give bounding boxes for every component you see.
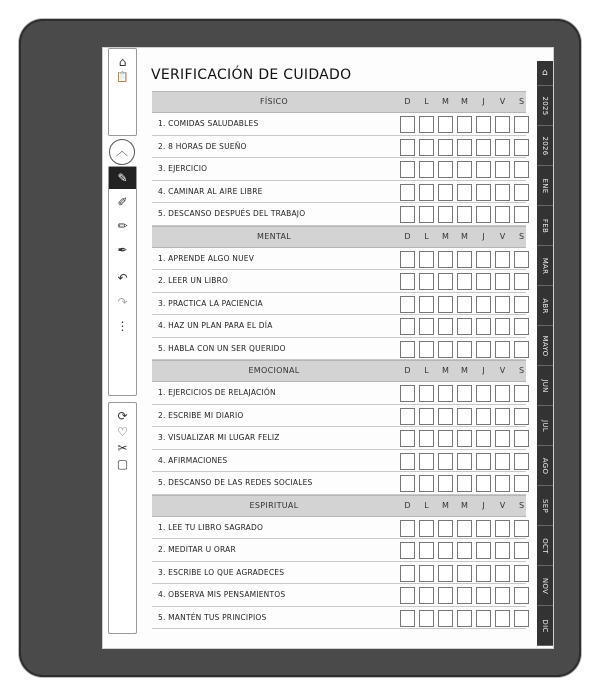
toolbar: [108, 48, 137, 632]
marker-icon[interactable]: ✐: [117, 195, 128, 209]
checkbox[interactable]: [495, 408, 510, 425]
home-icon[interactable]: ⌂: [118, 55, 127, 69]
section-header: [152, 91, 526, 113]
checkbox[interactable]: [419, 475, 434, 492]
checkbox[interactable]: [419, 296, 434, 313]
heart-icon[interactable]: ♡: [117, 425, 128, 439]
checkbox[interactable]: [476, 206, 491, 223]
item-label: 3. EJERCICIO: [158, 164, 208, 173]
tab-2026[interactable]: [537, 126, 553, 166]
item-label: 4. OBSERVA MIS PENSAMIENTOS: [158, 590, 286, 599]
item-label: 3. PRACTICA LA PACIENCIA: [158, 298, 263, 308]
checkbox[interactable]: [514, 587, 529, 604]
day-header: M: [461, 366, 468, 375]
checkbox[interactable]: [495, 565, 510, 582]
checkbox[interactable]: [495, 610, 510, 627]
checkbox[interactable]: [514, 385, 529, 402]
checkbox[interactable]: [457, 161, 472, 178]
checkbox[interactable]: [400, 251, 415, 268]
item-label: 1. LEE TU LIBRO SAGRADO: [158, 522, 264, 532]
day-header: V: [499, 97, 506, 106]
day-header: J: [482, 366, 485, 375]
checkbox[interactable]: [400, 408, 415, 425]
table-row: [152, 158, 526, 181]
checkbox[interactable]: [457, 251, 472, 268]
checkbox[interactable]: [457, 408, 472, 425]
checkbox[interactable]: [476, 161, 491, 178]
checkbox[interactable]: [457, 296, 472, 313]
checkbox[interactable]: [400, 161, 415, 178]
checkbox[interactable]: [457, 453, 472, 470]
table-row: [152, 584, 526, 607]
checkbox[interactable]: [438, 296, 453, 313]
checkbox[interactable]: [495, 116, 510, 133]
item-label: 4. AFIRMACIONES: [158, 455, 228, 465]
checkbox[interactable]: [419, 341, 434, 358]
table-row: [152, 136, 526, 159]
section-header: [152, 495, 526, 517]
table-row: [152, 113, 526, 136]
checkbox[interactable]: [514, 408, 529, 425]
day-header: M: [461, 231, 468, 241]
checkbox[interactable]: [419, 610, 434, 627]
checkbox[interactable]: [495, 139, 510, 156]
checkbox[interactable]: [400, 565, 415, 582]
tab-jun[interactable]: [537, 366, 553, 406]
tab-label: JUN: [541, 378, 549, 393]
checkbox[interactable]: [495, 430, 510, 447]
checkbox[interactable]: [476, 318, 491, 335]
sync-icon[interactable]: ⟳: [117, 409, 128, 423]
checkbox[interactable]: [514, 161, 529, 178]
checkbox[interactable]: [438, 273, 453, 290]
checkbox[interactable]: [438, 341, 453, 358]
checkbox[interactable]: [438, 475, 453, 492]
tab-label: NOV: [541, 577, 549, 594]
item-label: 5. MANTÉN TUS PRINCIPIOS: [158, 612, 267, 622]
tab-label: DIC: [541, 618, 549, 633]
checkbox[interactable]: [419, 587, 434, 604]
checkbox[interactable]: [514, 318, 529, 335]
checkbox[interactable]: [438, 587, 453, 604]
checkbox[interactable]: [457, 318, 472, 335]
day-header: J: [482, 500, 485, 510]
toolbar-bottom-group: [108, 402, 137, 634]
table-row: [152, 539, 526, 562]
page-icon[interactable]: ▢: [116, 457, 129, 471]
tab-ene[interactable]: [537, 166, 553, 206]
day-header: M: [461, 97, 468, 106]
checkbox[interactable]: [495, 475, 510, 492]
checkbox[interactable]: [438, 408, 453, 425]
checkbox[interactable]: [419, 206, 434, 223]
item-label: 1. COMIDAS SALUDABLES: [158, 119, 259, 128]
redo-icon[interactable]: ↷: [117, 295, 128, 309]
table-row: [152, 562, 526, 585]
scissors-icon[interactable]: ✂: [117, 441, 128, 455]
day-header: M: [442, 500, 449, 510]
checkbox[interactable]: [514, 475, 529, 492]
day-header: L: [424, 231, 429, 241]
table-row: [152, 607, 526, 630]
day-header: J: [482, 231, 485, 241]
checkbox[interactable]: [514, 296, 529, 313]
checkbox[interactable]: [438, 318, 453, 335]
checkbox[interactable]: [514, 542, 529, 559]
checkbox[interactable]: [400, 116, 415, 133]
checkbox[interactable]: [457, 116, 472, 133]
checkbox[interactable]: [476, 610, 491, 627]
checkbox[interactable]: [419, 116, 434, 133]
day-header: L: [424, 97, 429, 106]
tab-label: 2025: [541, 95, 549, 116]
checkbox[interactable]: [476, 273, 491, 290]
item-label: 3. ESCRIBE LO QUE AGRADECES: [158, 567, 285, 577]
toolbar-tools-group: [108, 166, 137, 396]
checkbox[interactable]: [457, 139, 472, 156]
table-row: [152, 248, 526, 271]
checkbox[interactable]: [400, 430, 415, 447]
clipboard-icon[interactable]: 📋: [116, 72, 129, 83]
checkbox[interactable]: [514, 273, 529, 290]
day-header: D: [404, 231, 411, 241]
table-row: [152, 315, 526, 338]
checkbox[interactable]: [476, 251, 491, 268]
checkbox[interactable]: [495, 318, 510, 335]
checkbox[interactable]: [438, 116, 453, 133]
checkbox[interactable]: [495, 587, 510, 604]
day-header: M: [442, 97, 449, 106]
checkbox[interactable]: [495, 296, 510, 313]
section-header: [152, 226, 526, 248]
tab-oct[interactable]: [537, 526, 553, 566]
checkbox[interactable]: [419, 453, 434, 470]
tab-ago[interactable]: [537, 446, 553, 486]
tab-mayo[interactable]: [537, 326, 553, 366]
checklist-table: [152, 91, 526, 629]
checkbox[interactable]: [476, 475, 491, 492]
table-row: [152, 382, 526, 405]
checkbox[interactable]: [400, 385, 415, 402]
tab-mar[interactable]: [537, 246, 553, 286]
home-icon: ⌂: [541, 68, 549, 78]
item-label: 5. HABLA CON UN SER QUERIDO: [158, 343, 286, 353]
checkbox[interactable]: [476, 542, 491, 559]
checkbox[interactable]: [400, 453, 415, 470]
day-header: D: [404, 500, 411, 510]
checkbox[interactable]: [457, 587, 472, 604]
checkbox[interactable]: [438, 139, 453, 156]
table-row: [152, 405, 526, 428]
table-row: [152, 338, 526, 361]
checkbox[interactable]: [514, 453, 529, 470]
tab-feb[interactable]: [537, 206, 553, 246]
checkbox[interactable]: [438, 206, 453, 223]
day-header: M: [442, 366, 449, 375]
day-header: S: [518, 500, 525, 510]
checkbox[interactable]: [495, 542, 510, 559]
checkbox[interactable]: [514, 610, 529, 627]
checkbox[interactable]: [438, 453, 453, 470]
item-label: 4. HAZ UN PLAN PARA EL DÍA: [158, 321, 273, 330]
checkbox[interactable]: [495, 161, 510, 178]
toolbar-top-group: [108, 48, 137, 136]
checkbox[interactable]: [438, 430, 453, 447]
table-row: [152, 293, 526, 316]
item-label: 4. CAMINAR AL AIRE LIBRE: [158, 186, 263, 196]
item-label: 2. MEDITAR U ORAR: [158, 545, 236, 554]
checkbox[interactable]: [476, 385, 491, 402]
day-header: M: [442, 231, 449, 241]
checkbox[interactable]: [400, 139, 415, 156]
checkbox[interactable]: [419, 430, 434, 447]
checkbox[interactable]: [400, 318, 415, 335]
checkbox[interactable]: [400, 184, 415, 201]
tab-sep[interactable]: [537, 486, 553, 526]
table-row: [152, 450, 526, 473]
checkbox[interactable]: [400, 587, 415, 604]
undo-icon[interactable]: ↶: [117, 271, 128, 285]
checkbox[interactable]: [457, 565, 472, 582]
checkbox[interactable]: [400, 341, 415, 358]
checkbox[interactable]: [438, 385, 453, 402]
checkbox[interactable]: [419, 318, 434, 335]
checkbox[interactable]: [438, 542, 453, 559]
tab-label: MAR: [541, 257, 549, 274]
section-title: MENTAL: [257, 231, 291, 241]
day-header: S: [518, 231, 525, 241]
checkbox[interactable]: [495, 341, 510, 358]
day-header: S: [518, 97, 525, 106]
page-title: VERIFICACIÓN DE CUIDADO: [151, 67, 352, 83]
checkbox[interactable]: [476, 341, 491, 358]
checkbox[interactable]: [476, 587, 491, 604]
checkbox[interactable]: [457, 385, 472, 402]
checkbox[interactable]: [419, 139, 434, 156]
item-label: 2. 8 HORAS DE SUEÑO: [158, 141, 247, 151]
checkbox[interactable]: [514, 341, 529, 358]
checkbox[interactable]: [476, 430, 491, 447]
table-row: [152, 203, 526, 226]
collapse-toolbar-button[interactable]: ︿: [109, 139, 135, 165]
table-row: [152, 427, 526, 450]
checkbox[interactable]: [457, 341, 472, 358]
section-title: EMOCIONAL: [248, 366, 300, 375]
table-row: [152, 517, 526, 540]
checkbox[interactable]: [476, 408, 491, 425]
table-row: [152, 181, 526, 204]
day-header: V: [499, 231, 506, 241]
item-label: 2. LEER UN LIBRO: [158, 276, 229, 285]
highlighter-icon[interactable]: ✏: [117, 219, 128, 233]
checkbox[interactable]: [514, 184, 529, 201]
month-tabs: [537, 61, 553, 646]
tab-label: JUL: [541, 419, 549, 432]
checkbox[interactable]: [495, 206, 510, 223]
day-header: D: [404, 366, 411, 375]
checkbox[interactable]: [476, 453, 491, 470]
checkbox[interactable]: [419, 273, 434, 290]
checkbox[interactable]: [476, 139, 491, 156]
pen-icon[interactable]: ✎: [109, 167, 136, 189]
checkbox[interactable]: [400, 475, 415, 492]
checkbox[interactable]: [495, 453, 510, 470]
day-header: L: [424, 500, 429, 510]
tab-label: ENE: [541, 178, 549, 193]
checkbox[interactable]: [514, 430, 529, 447]
checkbox[interactable]: [495, 273, 510, 290]
checkbox[interactable]: [514, 139, 529, 156]
day-header: V: [499, 500, 506, 510]
checkbox[interactable]: [419, 542, 434, 559]
checkbox[interactable]: [457, 520, 472, 537]
checkbox[interactable]: [419, 251, 434, 268]
tab-label: SEP: [541, 498, 549, 513]
tab-label: MAYO: [541, 335, 549, 356]
checkbox[interactable]: [400, 296, 415, 313]
checkbox[interactable]: [457, 475, 472, 492]
table-row: [152, 270, 526, 293]
checkbox[interactable]: [400, 610, 415, 627]
checkbox[interactable]: [419, 565, 434, 582]
tab-dic[interactable]: [537, 606, 553, 646]
checkbox[interactable]: [457, 273, 472, 290]
checkbox[interactable]: [476, 184, 491, 201]
checkbox[interactable]: [419, 520, 434, 537]
table-row: [152, 472, 526, 495]
checkbox[interactable]: [457, 206, 472, 223]
checkbox[interactable]: [514, 206, 529, 223]
tab-jul[interactable]: [537, 406, 553, 446]
checkbox[interactable]: [476, 116, 491, 133]
checkbox[interactable]: [514, 520, 529, 537]
checkbox[interactable]: [514, 251, 529, 268]
day-header: J: [482, 97, 485, 106]
checkbox[interactable]: [438, 565, 453, 582]
checkbox[interactable]: [476, 565, 491, 582]
checkbox[interactable]: [400, 206, 415, 223]
item-label: 5. DESCANSO DE LAS REDES SOCIALES: [158, 478, 313, 487]
item-label: 1. APRENDE ALGO NUEV: [158, 253, 255, 263]
checkbox[interactable]: [400, 542, 415, 559]
item-label: 5. DESCANSO DESPUÉS DEL TRABAJO: [158, 209, 306, 218]
item-label: 2. ESCRIBE MI DIARIO: [158, 410, 244, 420]
checkbox[interactable]: [438, 251, 453, 268]
tab-label: OCT: [541, 537, 549, 554]
section-title: ESPIRITUAL: [249, 500, 299, 510]
more-icon[interactable]: ⋮: [116, 319, 129, 333]
section-title: FÍSICO: [259, 97, 289, 106]
checkbox[interactable]: [400, 273, 415, 290]
checkbox[interactable]: [419, 161, 434, 178]
checkbox[interactable]: [419, 385, 434, 402]
tab-abr[interactable]: [537, 286, 553, 326]
checkbox[interactable]: [514, 116, 529, 133]
tab-nov[interactable]: [537, 566, 553, 606]
checkbox[interactable]: [419, 184, 434, 201]
checkbox[interactable]: [495, 251, 510, 268]
checkbox[interactable]: [457, 430, 472, 447]
tab-label: FEB: [541, 218, 549, 233]
checkbox[interactable]: [400, 520, 415, 537]
day-header: S: [518, 366, 525, 375]
checkbox[interactable]: [495, 184, 510, 201]
checkbox[interactable]: [438, 184, 453, 201]
tab-label: ABR: [541, 297, 549, 314]
checkbox[interactable]: [438, 610, 453, 627]
checkbox[interactable]: [514, 565, 529, 582]
tab-home[interactable]: [537, 61, 553, 86]
checkbox[interactable]: [476, 520, 491, 537]
section-header: [152, 360, 526, 382]
day-header: L: [424, 366, 429, 375]
tab-label: AGO: [541, 457, 549, 474]
tab-2025[interactable]: [537, 86, 553, 126]
checkbox[interactable]: [457, 542, 472, 559]
checkbox[interactable]: [419, 408, 434, 425]
checkbox[interactable]: [457, 610, 472, 627]
checkbox[interactable]: [457, 184, 472, 201]
checkbox[interactable]: [476, 296, 491, 313]
item-label: 3. VISUALIZAR MI LUGAR FELIZ: [158, 433, 280, 442]
eraser-icon[interactable]: ✒: [117, 243, 128, 257]
day-header: D: [404, 97, 411, 106]
item-label: 1. EJERCICIOS DE RELAJACIÓN: [158, 388, 276, 397]
checkbox[interactable]: [495, 385, 510, 402]
day-header: M: [461, 500, 468, 510]
checkbox[interactable]: [438, 161, 453, 178]
tab-label: 2026: [541, 135, 549, 156]
day-header: V: [499, 366, 506, 375]
checkbox[interactable]: [495, 520, 510, 537]
checkbox[interactable]: [438, 520, 453, 537]
